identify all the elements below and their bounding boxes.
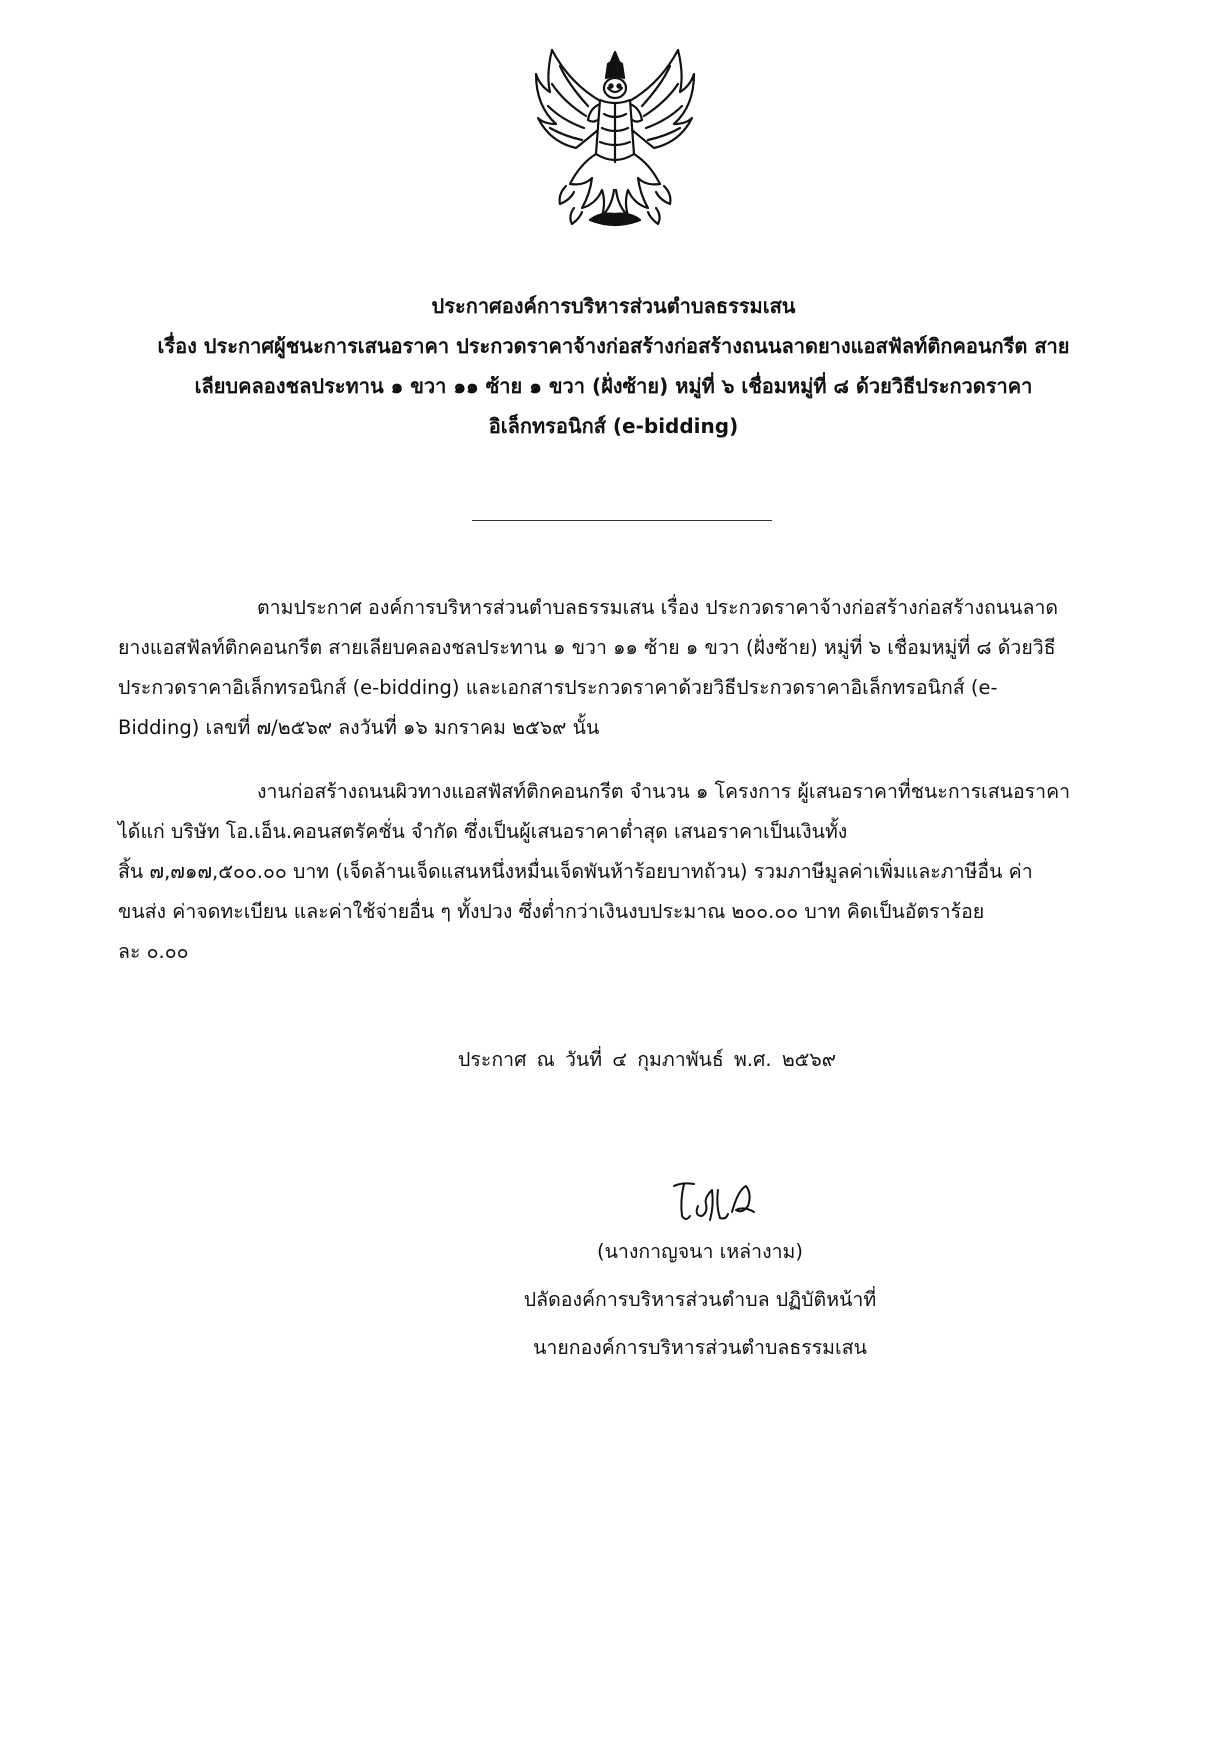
- paragraph-line: สิ้น ๗,๗๑๗,๕๐๐.๐๐ บาท (เจ็ดล้านเจ็ดแสนหนึ่งหมื่นเจ็ดพันห้าร้อยบาทถ้วน) รวมภาษีมูลค่าเพิ่มและภาษีอื่น ค่า: [118, 860, 1033, 883]
- paragraph-line: Bidding) เลขที่ ๗/๒๕๖๙ ลงวันที่ ๑๖ มกราคม ๒๕๖๙ นั้น: [118, 716, 600, 739]
- subject-line-1: เรื่อง ประกาศผู้ชนะการเสนอราคา ประกวดราคาจ้างก่อสร้างก่อสร้างถนนลาดยางแอสฟัลท์ติกคอนกรีต สาย: [157, 334, 1070, 358]
- handwritten-signature-icon: [668, 1176, 768, 1228]
- subject-line-2: เลียบคลองชลประทาน ๑ ขวา ๑๑ ซ้าย ๑ ขวา (ฝั่งซ้าย) หมู่ที่ ๖ เชื่อมหมู่ที่ ๘ ด้วยวิธีประกวดราคา: [194, 374, 1033, 398]
- document-title-block: [100, 286, 1127, 446]
- paragraph-winner: [118, 772, 1118, 972]
- paragraph-line: ละ ๐.๐๐: [118, 940, 189, 963]
- subject-line-3: อิเล็กทรอนิกส์ (e-bidding): [488, 414, 739, 438]
- paragraph-line: ขนส่ง ค่าจดทะเบียน และค่าใช้จ่ายอื่น ๆ ทั้งปวง ซึ่งต่ำกว่าเงินงบประมาณ ๒๐๐.๐๐ บาท คิดเป็นอัตราร้อย: [118, 900, 985, 923]
- paragraph-reference: [118, 588, 1118, 748]
- announcement-date: ประกาศ ณ วันที่ ๔ กุมภาพันธ์ พ.ศ. ๒๕๖๙: [458, 1048, 837, 1071]
- paragraph-line: ได้แก่ บริษัท โอ.เอ็น.คอนสตรัคชั่น จำกัด ซึ่งเป็นผู้เสนอราคาต่ำสุด เสนอราคาเป็นเงินทั้ง: [118, 820, 848, 843]
- signatory-name: (นางกาญจนา เหล่างาม): [596, 1240, 804, 1263]
- paragraph-line: ตามประกาศ องค์การบริหารส่วนตำบลธรรมเสน เรื่อง ประกวดราคาจ้างก่อสร้างก่อสร้างถนนลาด: [257, 596, 1059, 619]
- paragraph-line: ยางแอสฟัลท์ติกคอนกรีต สายเลียบคลองชลประทาน ๑ ขวา ๑๑ ซ้าย ๑ ขวา (ฝั่งซ้าย) หมู่ที่ ๖ เชื่อมหมู่ที่ ๘ ด้วยวิธี: [118, 636, 1056, 659]
- signatory-position: ปลัดองค์การบริหารส่วนตำบล ปฏิบัติหน้าที่: [523, 1288, 877, 1311]
- garuda-emblem-icon: [530, 44, 700, 232]
- signatory-block: [470, 1228, 930, 1372]
- paragraph-line: ประกวดราคาอิเล็กทรอนิกส์ (e-bidding) และเอกสารประกวดราคาด้วยวิธีประกวดราคาอิเล็กทรอนิกส์ (e-: [118, 676, 998, 699]
- title-divider: [472, 520, 772, 521]
- document-title: ประกาศองค์การบริหารส่วนตำบลธรรมเสน: [431, 294, 796, 318]
- paragraph-line: งานก่อสร้างถนนผิวทางแอสฟัสท์ติกคอนกรีต จำนวน ๑ โครงการ ผู้เสนอราคาที่ชนะการเสนอราคา: [257, 780, 1071, 803]
- signatory-position-2: นายกองค์การบริหารส่วนตำบลธรรมเสน: [533, 1336, 867, 1359]
